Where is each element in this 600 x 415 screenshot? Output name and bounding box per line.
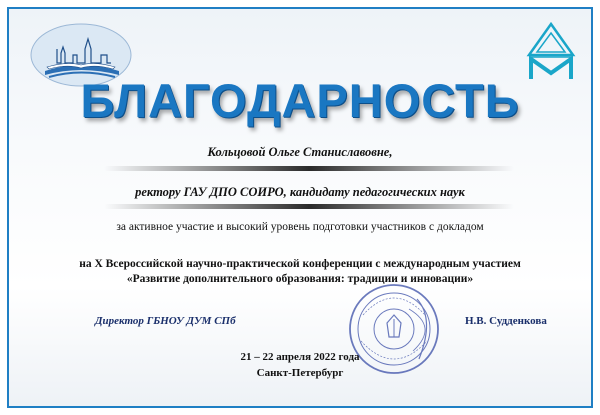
recipient-position: ректору ГАУ ДПО СОИРО, кандидату педагогических наук <box>135 185 465 199</box>
signatory-name: Н.В. Судденкова <box>465 315 547 327</box>
certificate-title: БЛАГОДАРНОСТЬ <box>80 74 520 127</box>
conference-line-1: на X Всероссийской научно-практической конференции с международным участием <box>79 258 521 270</box>
recipient-name: Кольцовой Ольге Станиславовне, <box>207 145 393 159</box>
reason-text: за активное участие и высокий уровень подготовки участников с докладом <box>116 221 484 233</box>
conference-line-2: «Развитие дополнительного образования: традиции и инновации» <box>126 273 474 285</box>
signatory-title: Директор ГБНОУ ДУМ СПб <box>95 315 236 327</box>
divider-line <box>104 204 514 209</box>
divider-line <box>104 166 514 171</box>
official-seal-stamp <box>339 279 449 379</box>
event-date: 21 – 22 апреля 2022 года <box>240 351 360 363</box>
certificate-frame <box>7 7 593 408</box>
event-city: Санкт-Петербург <box>256 367 344 379</box>
